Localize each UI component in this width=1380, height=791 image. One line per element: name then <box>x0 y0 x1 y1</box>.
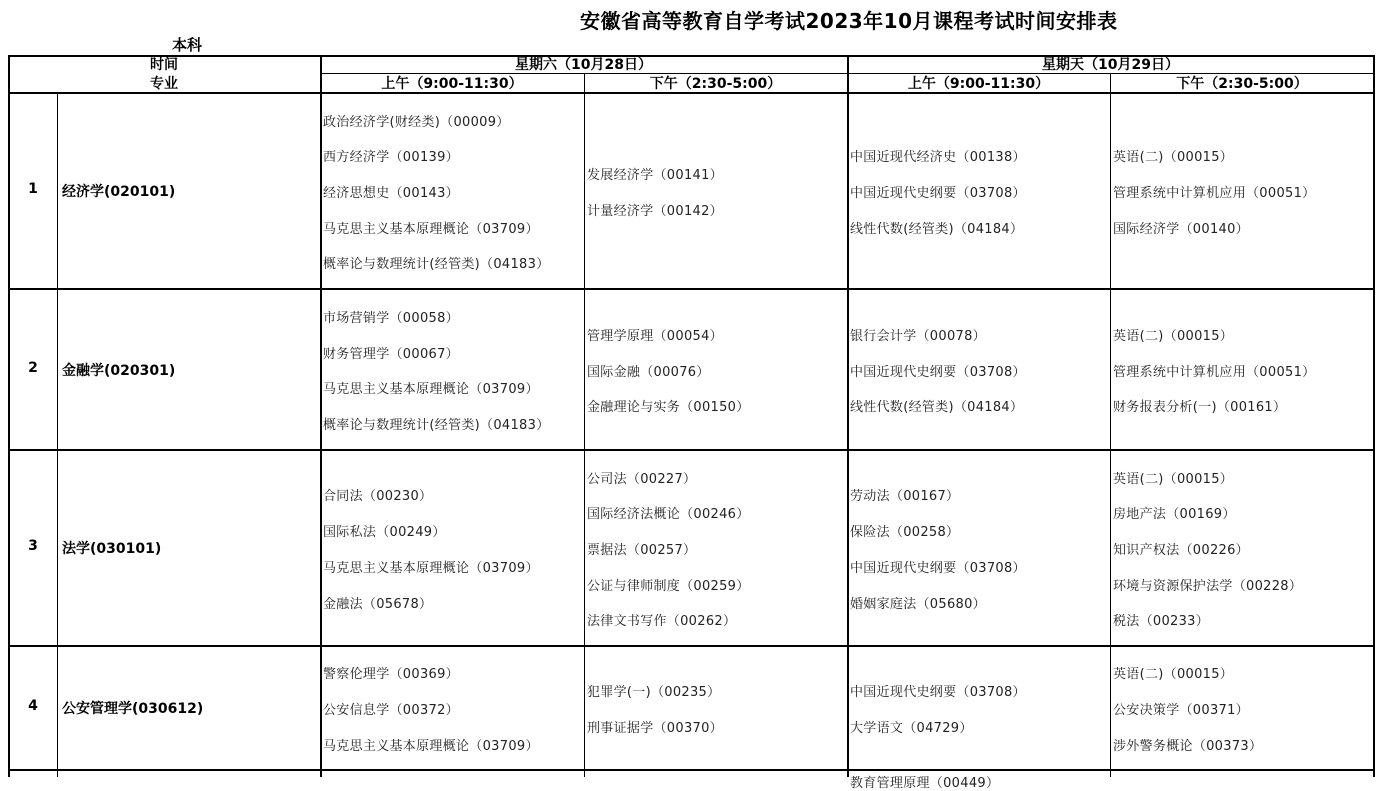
document-title: 安徽省高等教育自学考试2023年10月课程考试时间安排表 <box>580 9 1118 33</box>
course-item: 财务报表分析(一)（00161） <box>1113 400 1287 416</box>
table-rule <box>8 645 1374 647</box>
row-number: 2 <box>28 359 38 376</box>
table-rule <box>320 55 322 777</box>
course-item: 计量经济学（00142） <box>587 203 723 219</box>
header-sun-pm: 下午（2:30-5:00） <box>1176 76 1308 92</box>
course-item: 西方经济学（00139） <box>323 150 459 166</box>
header-sat-pm: 下午（2:30-5:00） <box>649 76 782 92</box>
major-name: 金融学(020301) <box>62 362 176 379</box>
header-day-saturday: 星期六（10月28日） <box>515 57 652 73</box>
row-number: 3 <box>28 538 38 554</box>
course-item: 票据法（00257） <box>587 543 697 558</box>
course-item: 中国近现代史纲要（03708） <box>850 685 1026 701</box>
course-item: 合同法（00230） <box>323 489 433 505</box>
course-item: 金融理论与实务（00150） <box>587 400 750 416</box>
course-item: 刑事证据学（00370） <box>587 720 723 736</box>
row-number: 1 <box>28 181 38 197</box>
course-item: 教育管理原理（00449） <box>850 776 1000 791</box>
course-item: 环境与资源保护法学（00228） <box>1113 578 1303 594</box>
course-item: 国际经济学（00140） <box>1113 221 1249 237</box>
course-item: 税法（00233） <box>1113 614 1210 630</box>
course-item: 公安信息学（00372） <box>323 703 459 718</box>
table-rule <box>8 288 1374 290</box>
table-rule <box>584 73 585 777</box>
course-item: 国际金融（00076） <box>587 364 710 380</box>
course-item: 公安决策学（00371） <box>1113 703 1249 718</box>
course-item: 劳动法（00167） <box>850 489 960 505</box>
course-item: 管理系统中计算机应用（00051） <box>1113 364 1316 380</box>
course-item: 英语(二)（00015） <box>1113 328 1234 344</box>
row-number: 4 <box>28 698 38 714</box>
header-sat-am: 上午（9:00-11:30） <box>381 76 523 92</box>
course-item: 犯罪学(一)（00235） <box>587 685 721 701</box>
course-item: 国际经济法概论（00246） <box>587 507 750 523</box>
table-rule <box>8 92 1374 94</box>
course-item: 法律文书写作（00262） <box>587 614 737 630</box>
course-item: 大学语文（04729） <box>850 720 973 736</box>
course-item: 公证与律师制度（00259） <box>587 578 750 594</box>
course-item: 马克思主义基本原理概论（03709） <box>323 738 539 754</box>
course-item: 概率论与数理统计(经管类)（04183） <box>323 257 550 273</box>
course-item: 中国近现代经济史（00138） <box>850 150 1026 166</box>
course-item: 马克思主义基本原理概论（03709） <box>323 382 539 398</box>
course-item: 中国近现代史纲要（03708） <box>850 364 1026 380</box>
major-name: 法学(030101) <box>62 541 162 557</box>
course-item: 市场营销学（00058） <box>323 310 459 326</box>
table-rule <box>57 92 58 777</box>
course-item: 英语(二)（00015） <box>1113 150 1234 166</box>
course-item: 英语(二)（00015） <box>1113 471 1234 487</box>
course-item: 保险法（00258） <box>850 525 960 541</box>
course-item: 银行会计学（00078） <box>850 328 986 344</box>
course-item: 财务管理学（00067） <box>323 346 459 362</box>
course-item: 国际私法（00249） <box>323 525 446 541</box>
header-day-sunday: 星期天（10月29日） <box>1042 57 1179 73</box>
course-item: 政治经济学(财经类)（00009） <box>323 114 510 130</box>
course-item: 马克思主义基本原理概论（03709） <box>323 560 539 576</box>
course-item: 英语(二)（00015） <box>1113 667 1234 683</box>
table-rule <box>8 55 10 777</box>
header-major-label: 专业 <box>150 76 178 92</box>
course-item: 经济思想史（00143） <box>323 186 459 201</box>
course-item: 公司法（00227） <box>587 471 697 487</box>
header-time-label: 时间 <box>150 57 178 73</box>
table-rule <box>847 55 849 777</box>
course-item: 管理学原理（00054） <box>587 328 723 344</box>
course-item: 金融法（05678） <box>323 596 433 612</box>
table-rule <box>1373 55 1375 777</box>
course-item: 房地产法（00169） <box>1113 507 1236 523</box>
course-item: 知识产权法（00226） <box>1113 543 1249 558</box>
course-item: 婚姻家庭法（05680） <box>850 596 986 612</box>
course-item: 涉外警务概论（00373） <box>1113 738 1263 754</box>
header-sun-am: 上午（9:00-11:30） <box>907 76 1050 92</box>
table-rule <box>1110 73 1111 777</box>
course-item: 概率论与数理统计(经管类)（04183） <box>323 418 550 434</box>
course-item: 线性代数(经管类)（04184） <box>850 221 1024 237</box>
course-item: 管理系统中计算机应用（00051） <box>1113 186 1316 201</box>
course-item: 中国近现代史纲要（03708） <box>850 186 1026 201</box>
course-item: 中国近现代史纲要（03708） <box>850 560 1026 576</box>
course-item: 警察伦理学（00369） <box>323 667 459 683</box>
major-name: 公安管理学(030612) <box>62 701 204 717</box>
category-label: 本科 <box>172 36 203 54</box>
course-item: 线性代数(经管类)（04184） <box>850 400 1024 416</box>
table-rule <box>8 769 1374 771</box>
course-item: 马克思主义基本原理概论（03709） <box>323 221 539 237</box>
table-rule <box>8 449 1374 451</box>
course-item: 发展经济学（00141） <box>587 168 723 184</box>
major-name: 经济学(020101) <box>62 184 176 200</box>
